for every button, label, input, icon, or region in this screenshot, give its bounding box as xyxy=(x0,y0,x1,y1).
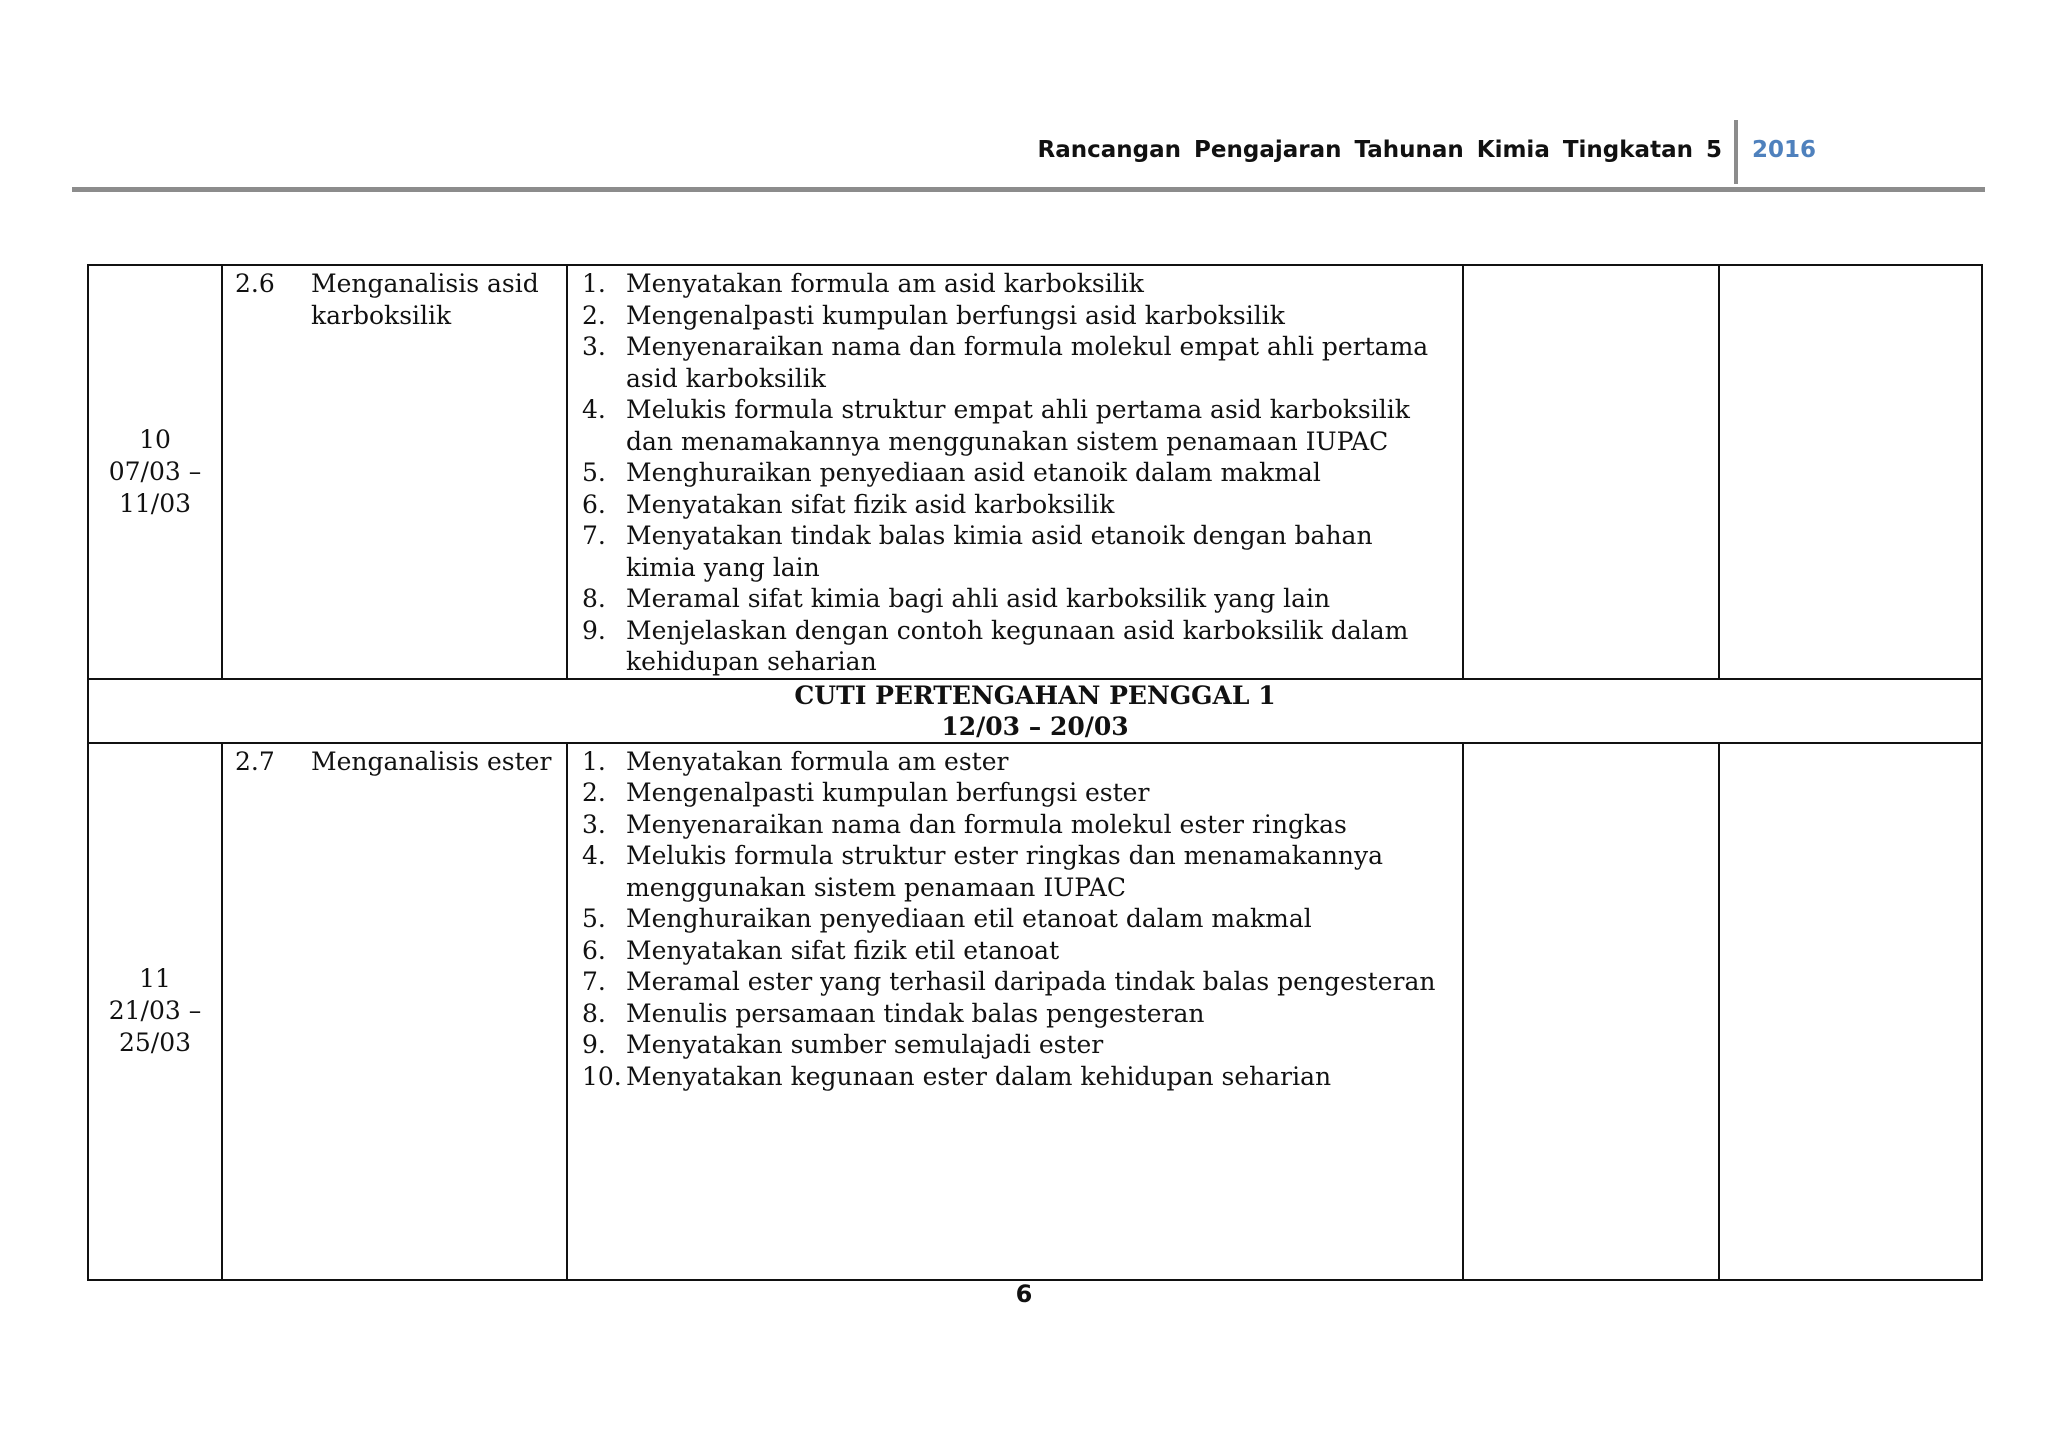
list-item: 2. Mengenalpasti kumpulan berfungsi asid karboksilik xyxy=(582,300,1285,330)
list-item: 7. Menyatakan tindak balas kimia asid etanoik dengan bahan kimia yang lain xyxy=(582,521,1373,582)
list-item: 1. Menyatakan formula am ester xyxy=(582,746,1009,776)
list-item: 6. Menyatakan sifat fizik etil etanoat xyxy=(582,935,1060,965)
topic-cell xyxy=(222,265,567,679)
list-item: 8. Menulis persamaan tindak balas pengesteran xyxy=(582,998,1205,1028)
week-date-start: 07/03 – xyxy=(108,456,202,486)
week-date-start: 21/03 – xyxy=(108,996,202,1025)
holiday-cell xyxy=(88,679,1982,743)
holiday-title: CUTI PERTENGAHAN PENGGAL 1 xyxy=(794,680,1276,710)
week-date-end: 11/03 xyxy=(118,488,192,518)
week-date-end: 25/03 xyxy=(118,1028,192,1057)
document-year: 2016 xyxy=(1751,137,1816,163)
table-row xyxy=(88,265,1982,679)
list-item: 5. Menghuraikan penyediaan etil etanoat dalam makmal xyxy=(582,904,1312,933)
empty-cell xyxy=(1463,743,1719,1280)
topic-number: 2.7 xyxy=(235,746,275,776)
topic-cell xyxy=(222,743,567,1280)
objective-list xyxy=(582,268,1448,678)
topic-title: Menganalisis ester xyxy=(311,746,552,776)
week-number: 10 xyxy=(139,424,171,454)
list-item: 3. Menyenaraikan nama dan formula molekul empat ahli pertama asid karboksilik xyxy=(582,332,1429,393)
list-item: 9. Menyatakan sumber semulajadi ester xyxy=(582,1030,1104,1059)
objectives-cell xyxy=(567,265,1463,679)
list-item: 4. Melukis formula struktur ester ringkas dan menamakannya menggunakan sistem penamaan IUPAC xyxy=(582,841,1384,902)
list-item: 2. Mengenalpasti kumpulan berfungsi ester xyxy=(582,778,1150,807)
list-item: 9. Menjelaskan dengan contoh kegunaan asid karboksilik dalam kehidupan seharian xyxy=(582,615,1409,676)
holiday-dates: 12/03 – 20/03 xyxy=(941,711,1129,741)
topic-title: Menganalisis asid karboksilik xyxy=(311,269,539,330)
objective-list xyxy=(582,746,1448,1093)
header-rule xyxy=(72,187,1985,192)
objectives-cell xyxy=(567,743,1463,1280)
list-item: 1. Menyatakan formula am asid karboksilik xyxy=(582,269,1144,298)
empty-cell xyxy=(1719,265,1982,679)
holiday-row xyxy=(88,679,1982,743)
list-item: 3. Menyenaraikan nama dan formula molekul ester ringkas xyxy=(582,809,1347,839)
week-number: 11 xyxy=(139,964,171,993)
list-item: 6. Menyatakan sifat fizik asid karboksilik xyxy=(582,489,1115,519)
list-item: 5. Menghuraikan penyediaan asid etanoik dalam makmal xyxy=(582,458,1321,487)
list-item: 8. Meramal sifat kimia bagi ahli asid karboksilik yang lain xyxy=(582,584,1331,613)
list-item: 7. Meramal ester yang terhasil daripada tindak balas pengesteran xyxy=(582,967,1436,996)
list-item: 10. Menyatakan kegunaan ester dalam kehidupan seharian xyxy=(582,1061,1332,1091)
week-cell xyxy=(88,743,222,1280)
week-cell xyxy=(88,265,222,679)
lesson-plan-table xyxy=(87,264,1983,1281)
document-title: Rancangan Pengajaran Tahunan Kimia Tingkatan 5 xyxy=(1037,137,1722,163)
empty-cell xyxy=(1463,265,1719,679)
page-number: 6 xyxy=(1015,1280,1033,1308)
page-header xyxy=(1038,128,1816,172)
table-row xyxy=(88,743,1982,1280)
list-item: 4. Melukis formula struktur empat ahli pertama asid karboksilik dan menamakannya menggunakan sistem penamaan IUPAC xyxy=(582,395,1410,456)
empty-cell xyxy=(1719,743,1982,1280)
topic-number: 2.6 xyxy=(235,269,275,298)
